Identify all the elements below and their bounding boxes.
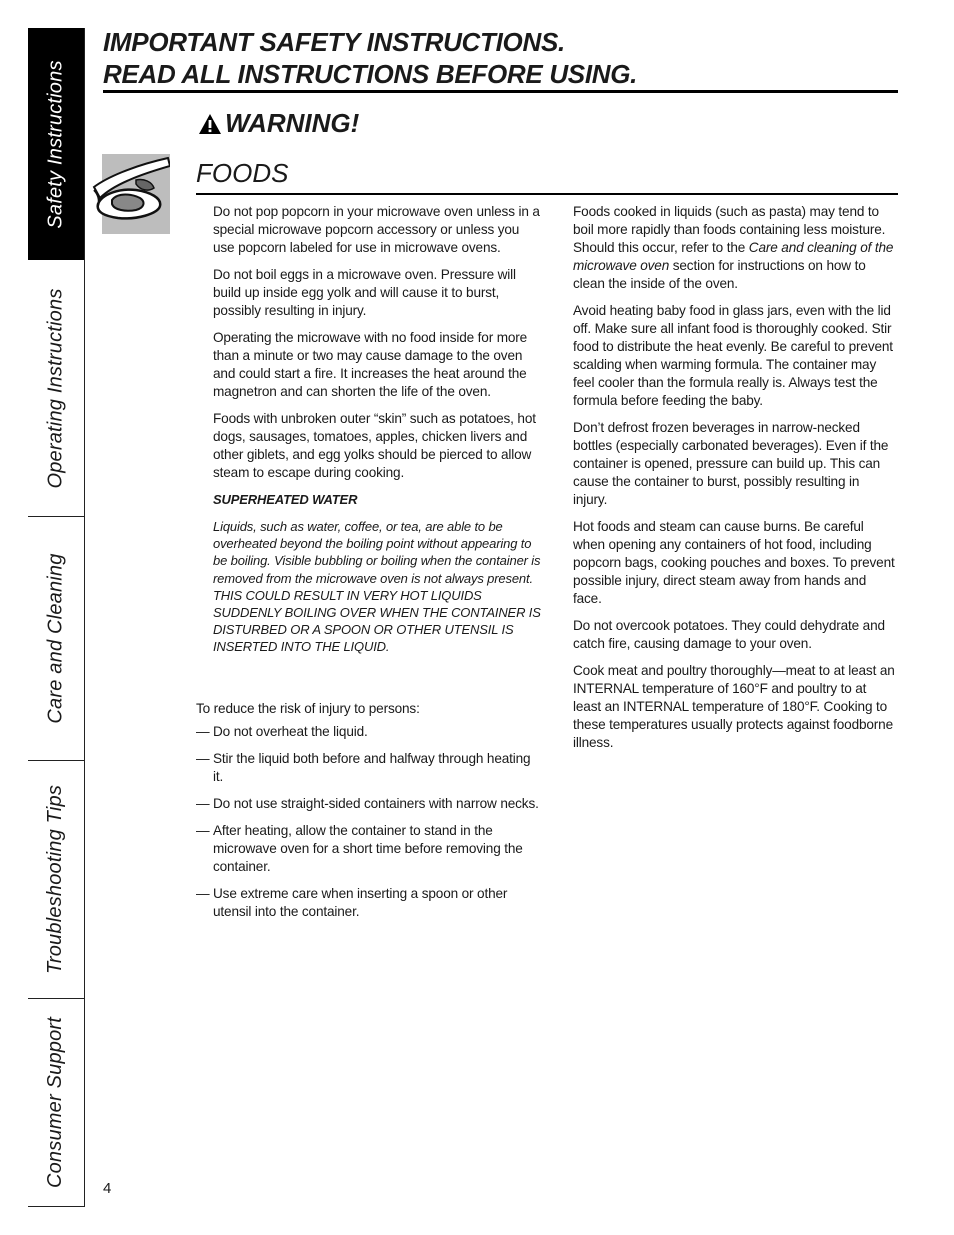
list-item xyxy=(196,822,541,876)
page-number: 4 xyxy=(103,1180,112,1197)
heading-line-1: IMPORTANT SAFETY INSTRUCTIONS. xyxy=(103,27,565,57)
risk-intro: To reduce the risk of injury to persons: xyxy=(196,701,420,716)
paragraph: Hot foods and steam can cause burns. Be careful when opening any containers of hot food, including popcorn bags, cooking pouches and boxes. To prevent possible injury, direct steam away from hands and face. xyxy=(573,519,895,606)
paragraph: Foods with unbroken outer “skin” such as potatoes, hot dogs, sausages, tomatoes, apples, chicken livers and other giblets, and egg yolks should be pierced to allow steam to escape during cooking. xyxy=(213,411,536,480)
paragraph: Do not boil eggs in a microwave oven. Pressure will build up inside egg yolk and will cause it to burst, possibly resulting in injury. xyxy=(213,267,516,318)
list-item xyxy=(196,885,541,921)
paragraph xyxy=(573,203,897,293)
paragraph: Cook meat and poultry thoroughly—meat to at least an INTERNAL temperature of 160°F and poultry to at least an INTERNAL temperature of 180°F. Cooking to these temperatures usually protects against foodborne illness. xyxy=(573,663,895,750)
tab-label: Consumer Support xyxy=(44,1016,67,1189)
paragraph: Operating the microwave with no food inside for more than a minute or two may cause damage to the oven and could start a fire. It increases the heat around the magnetron and can shorten the life of the oven. xyxy=(213,330,528,399)
heading-line-2: READ ALL INSTRUCTIONS BEFORE USING. xyxy=(103,59,638,89)
list-item xyxy=(196,795,541,813)
dash-marker: — xyxy=(196,886,210,901)
page-heading xyxy=(103,26,898,90)
left-column xyxy=(213,203,543,665)
list-item xyxy=(196,723,541,741)
tab-label: Troubleshooting Tips xyxy=(44,784,67,975)
tab-care-and-cleaning[interactable] xyxy=(28,517,84,761)
dash-marker: — xyxy=(196,724,210,739)
heading-divider xyxy=(103,90,898,93)
dash-marker: — xyxy=(196,823,210,838)
list-item-text: Do not use straight-sided containers with narrow necks. xyxy=(213,796,539,811)
tab-operating-instructions[interactable] xyxy=(28,260,84,517)
superheated-water-text: Liquids, such as water, coffee, or tea, are able to be overheated beyond the boiling point without appearing to be boiling. Visible bubbling or boiling when the container is removed from the microwave oven is not always present. THIS COULD RESULT IN VERY HOT LIQUIDS SUDDENLY BOILING OVER WHEN THE CONTAINER IS DISTURBED OR A SPOON OR OTHER UTENSIL IS INSERTED INTO THE LIQUID. xyxy=(213,519,541,655)
paragraph-text: Foods cooked in liquids (such as pasta) may tend to boil more rapidly than foods containing less moisture. Should this occur, refer to the xyxy=(573,204,886,255)
section-tabs xyxy=(28,28,85,1207)
list-item-text: After heating, allow the container to stand in the microwave oven for a short time before removing the container. xyxy=(213,823,523,874)
section-divider xyxy=(196,193,898,195)
superheated-water-heading: SUPERHEATED WATER xyxy=(213,492,358,507)
warning-label: WARNING! xyxy=(225,108,360,138)
tab-label: Care and Cleaning xyxy=(44,553,67,724)
paragraph: Do not pop popcorn in your microwave oven unless in a special microwave popcorn accessory or unless you use popcorn labeled for use in microwave ovens. xyxy=(213,204,540,255)
paragraph: Do not overcook potatoes. They could dehydrate and catch fire, causing damage to your oven. xyxy=(573,618,885,651)
list-item-text: Stir the liquid both before and halfway through heating it. xyxy=(213,751,531,784)
paragraph: Avoid heating baby food in glass jars, even with the lid off. Make sure all infant food is thoroughly cooked. Stir food to distribute the heat evenly. Be careful to prevent scalding when warming formula. The container may feel cooler than the formula really is. Always test the formula before feeding the baby. xyxy=(573,303,893,408)
food-on-plate-icon xyxy=(92,154,170,234)
right-column xyxy=(573,203,897,761)
tab-label: Safety Instructions xyxy=(44,59,67,229)
dash-marker: — xyxy=(196,796,210,811)
paragraph-text: section for instructions on how to clean the inside of the oven. xyxy=(573,258,866,291)
care-cleaning-reference: Care and cleaning of the microwave oven xyxy=(573,240,894,273)
tab-safety-instructions[interactable] xyxy=(28,28,84,260)
tab-label: Operating Instructions xyxy=(44,287,67,489)
section-title: FOODS xyxy=(196,158,289,188)
list-item xyxy=(196,750,541,786)
tab-consumer-support[interactable] xyxy=(28,999,84,1206)
list-item-text: Use extreme care when inserting a spoon or other utensil into the container. xyxy=(213,886,508,919)
warning-heading xyxy=(198,108,359,139)
list-item-text: Do not overheat the liquid. xyxy=(213,724,368,739)
dash-marker: — xyxy=(196,751,210,766)
paragraph: Don’t defrost frozen beverages in narrow-necked bottles (especially carbonated beverages). Even if the container is opened, pressure can build up. This can cause the container to burst, possibly resulting in injury. xyxy=(573,420,889,507)
risk-list xyxy=(196,723,541,930)
tab-troubleshooting-tips[interactable] xyxy=(28,761,84,999)
warning-triangle-icon xyxy=(198,113,222,135)
